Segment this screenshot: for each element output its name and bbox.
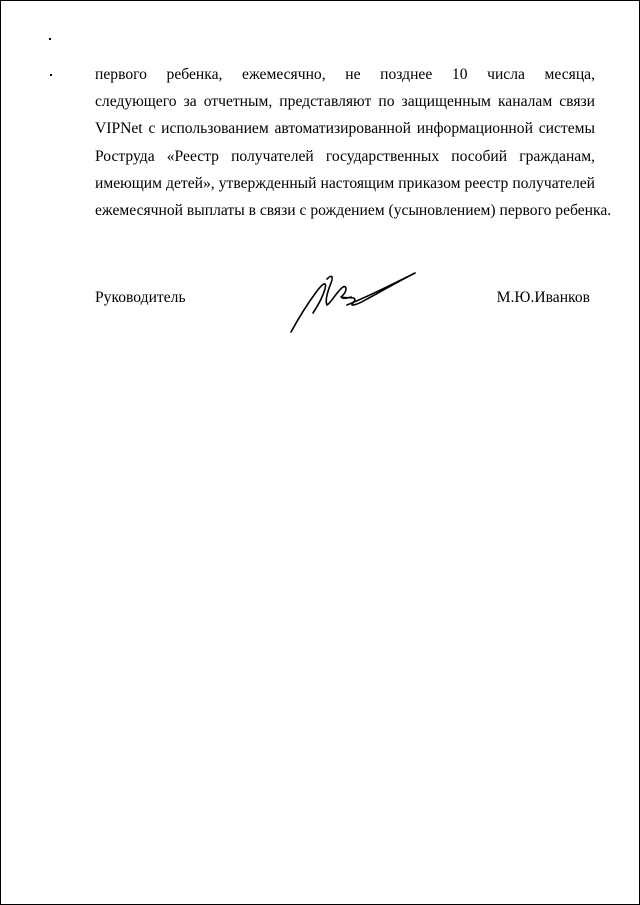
handwritten-signature xyxy=(287,269,417,335)
signatory-title: Руководитель xyxy=(95,289,186,306)
signatory-name: М.Ю.Иванков xyxy=(496,289,590,306)
scan-speck xyxy=(50,74,52,76)
paragraph-line: имеющим детей», утвержденный настоящим приказом реестр получателей xyxy=(95,174,595,192)
paragraph-line: следующего за отчетным, представляют по защищенным каналам связи xyxy=(95,93,595,111)
paragraph-line: Роструда «Реестр получателей государственных пособий гражданам, xyxy=(95,147,595,165)
paragraph-line: ежемесячной выплаты в связи с рождением (усыновлением) первого ребенка. xyxy=(95,202,612,220)
paragraph-line: VIPNet с использованием автоматизированной информационной системы xyxy=(95,120,595,138)
scan-speck xyxy=(49,38,51,40)
body-paragraph xyxy=(95,61,612,224)
paragraph-line: первого ребенка, ежемесячно, не позднее 10 числа месяца, xyxy=(95,66,595,83)
